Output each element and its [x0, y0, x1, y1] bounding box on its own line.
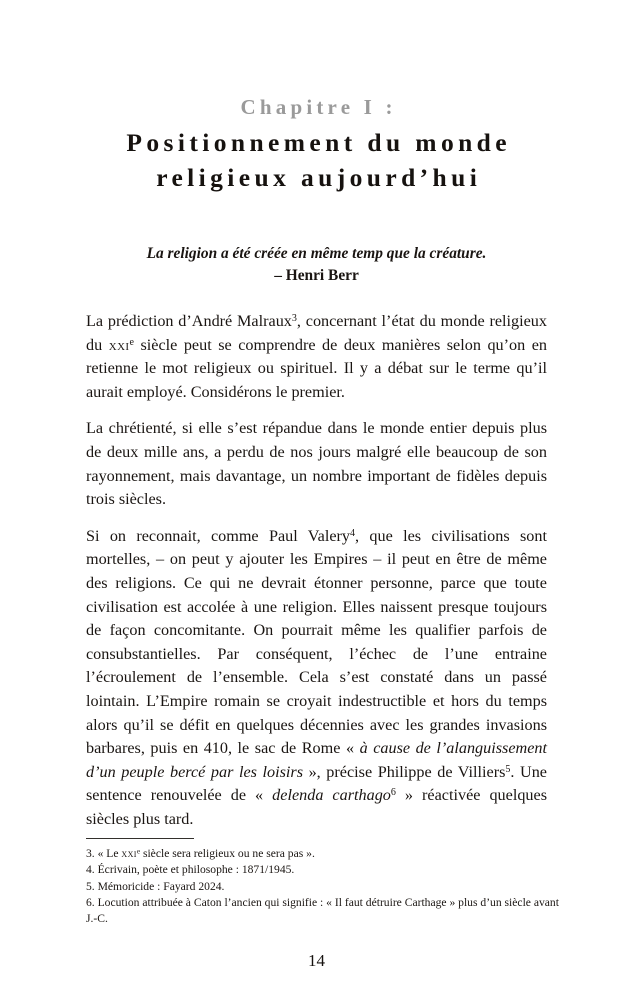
- footnote-ref-3[interactable]: 3: [291, 312, 297, 324]
- p1-segment-1: La prédiction d’André Malraux: [86, 312, 292, 330]
- chapter-title-line-1: Positionnement du monde: [126, 128, 511, 157]
- footnote-separator-rule: [86, 838, 194, 839]
- p1-ordinal-suffix: e: [129, 336, 134, 348]
- footnote-3-prefix: 3. « Le: [86, 847, 122, 860]
- page-content-column: [86, 0, 547, 831]
- footnote-6: 6. Locution attribuée à Caton l’ancien qui signifie : « Il faut détruire Carthage » plus d’un siècle avant J.-C.: [86, 895, 559, 926]
- p1-segment-2: , concernant l’état du monde religieux du: [86, 312, 547, 354]
- footnote-ref-5[interactable]: 5: [505, 763, 511, 775]
- page-number: 14: [308, 951, 325, 970]
- chapter-heading: [86, 0, 547, 195]
- footnote-4: 4. Écrivain, poète et philosophe : 1871/1945.: [86, 863, 295, 877]
- footnotes-block: [86, 838, 561, 927]
- paragraph-3: [86, 525, 547, 832]
- chapter-title-line-2: religieux aujourd’hui: [156, 163, 482, 192]
- paragraph-2: La chrétienté, si elle s’est répandue dans le monde entier depuis plus de deux mille ans, a perdu de nos jours malgré elle beaucoup de son rayonnement, mais davantage, un nombre important de fidèles depuis trois siècles.: [86, 419, 547, 509]
- p3-segment-4: . Une sentence renouvelée de «: [86, 762, 547, 805]
- body-text: [86, 287, 547, 831]
- footnote-ref-4[interactable]: 4: [350, 527, 356, 539]
- footnote-3-ordinal-suffix: e: [136, 847, 141, 856]
- p3-segment-2: , que les civilisations sont mortelles, – on peut y ajouter les Empires – il peut en être de même des religions. Ce qui ne devrait étonner personne, parce que toute civilisation est accolée à une religion. Elles naissent presque toujours de façon concomitante. On pourrait même les qualifier parfois de consubstantielles. Par conséquent, l’échec de l’une entraine l’écroulement de l’ensemble. Cela s’est constaté dans un passé lointain. L’Empire romain se croyait indestructible et hors du temps alors qu’il se défit en quelques décennies avec les grandes invasions barbares, puis en 410, le sac de Rome «: [86, 526, 547, 758]
- epigraph-author: – Henri Berr: [274, 267, 359, 284]
- footnote-3: [86, 846, 561, 862]
- chapter-title: [86, 125, 547, 195]
- footnote-ref-6[interactable]: 6: [390, 787, 396, 799]
- p3-quote-delenda-carthago: delenda carthago: [272, 786, 391, 805]
- p1-segment-3: siècle peut se comprendre de deux manières selon qu’on en retienne le mot religieux ou spirituel. Il y a débat sur le terme qu’il aurait employé. Considérons le premier.: [86, 335, 548, 401]
- p3-quote-villiers: à cause de l’alanguissement d’un peuple bercé par les loisirs: [86, 739, 547, 781]
- epigraph-quote: La religion a été créée en même temp que la créature.: [146, 245, 487, 262]
- p1-smallcaps-century: xxi: [108, 335, 130, 354]
- chapter-label: Chapitre I :: [240, 95, 397, 119]
- p3-segment-3: », précise Philippe de Villiers: [303, 762, 506, 781]
- p3-segment-1: Si on reconnait, comme Paul Valery: [86, 526, 351, 545]
- p3-segment-5: » réactivée quelques siècles plus tard.: [86, 786, 547, 828]
- footnote-3-smallcaps-century: xxi: [121, 847, 137, 860]
- epigraph: [86, 195, 547, 287]
- footnote-5: 5. Mémoricide : Fayard 2024.: [86, 879, 225, 893]
- footnote-3-suffix: siècle sera religieux ou ne sera pas ».: [140, 847, 315, 860]
- paragraph-1: [86, 310, 547, 404]
